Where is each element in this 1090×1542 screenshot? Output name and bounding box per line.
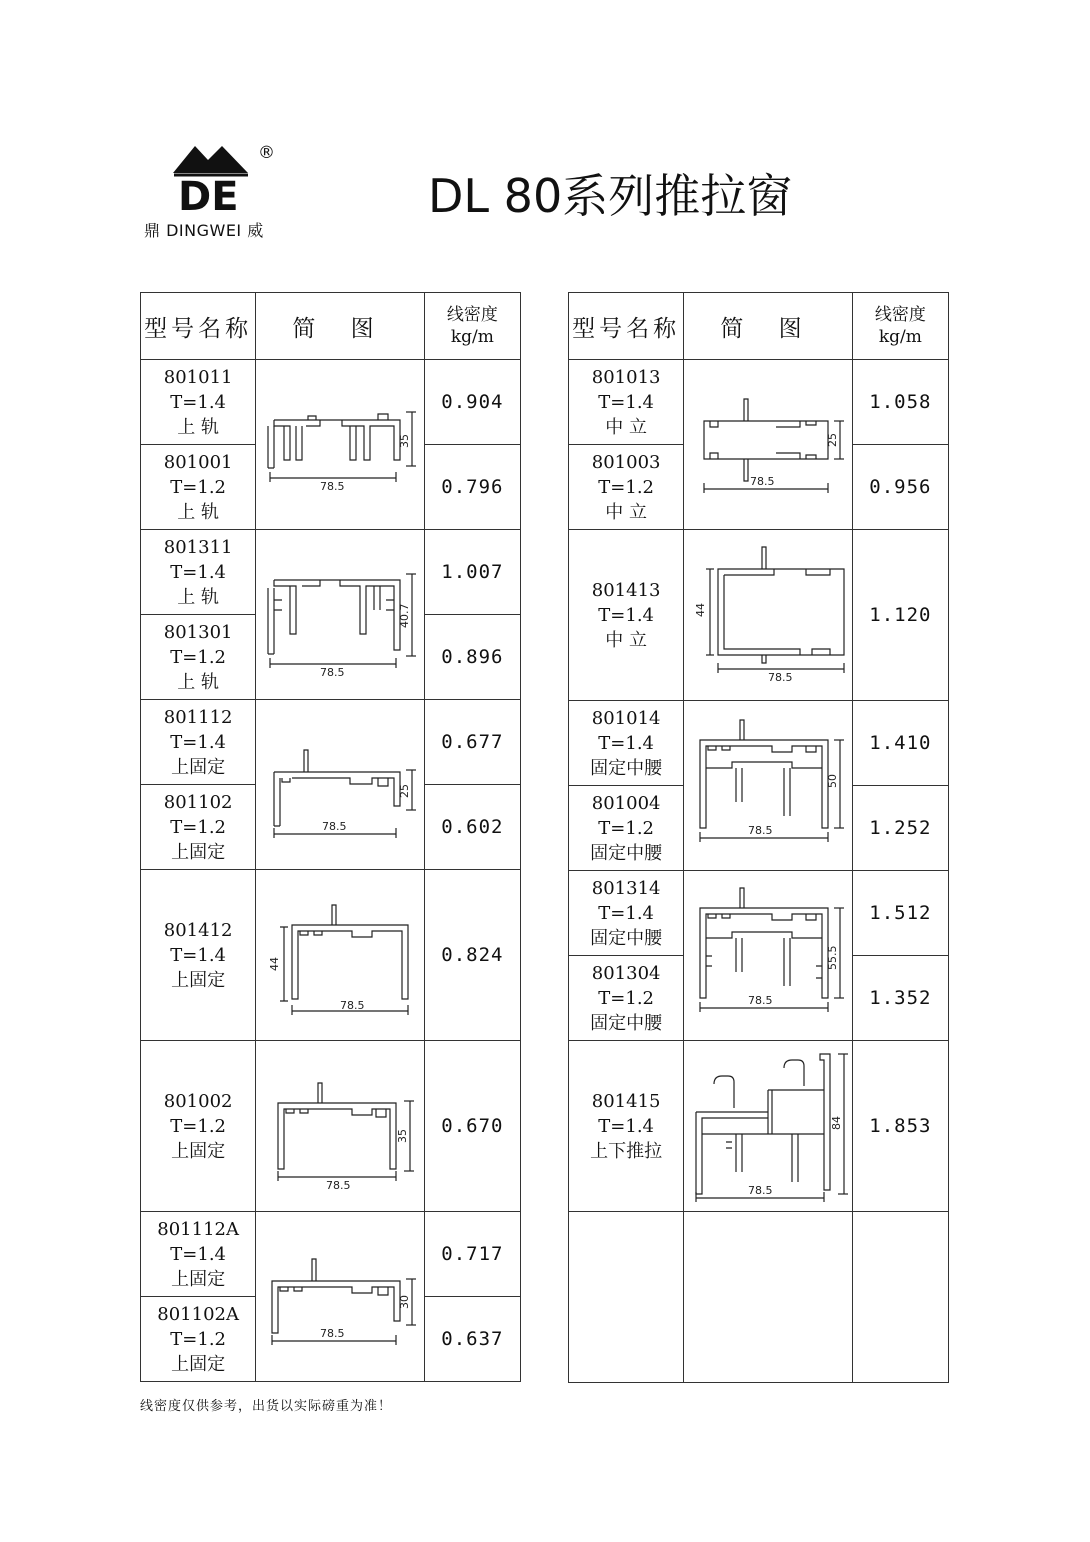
profile-figure [684, 701, 852, 871]
profile-801412-drawing [260, 885, 420, 1025]
page-title: DL 80系列推拉窗 [428, 169, 793, 223]
width-dimension: 78.5 [750, 474, 775, 488]
header-model-name: 型号名称 [569, 293, 684, 360]
logo-letters: DE [178, 174, 239, 220]
height-dimension: 30 [398, 1294, 412, 1309]
model-cell: 801413 T=1.4 中 立 [569, 530, 684, 701]
model-cell: 801001 T=1.2 上 轨 [141, 445, 256, 530]
density-value: 0.796 [424, 445, 520, 530]
table-row [569, 701, 949, 786]
left-profile-table [140, 292, 521, 1382]
width-dimension: 78.5 [340, 999, 365, 1012]
height-dimension: 35 [398, 433, 412, 448]
profile-figure [684, 1041, 852, 1212]
profile-801013-drawing [688, 385, 848, 505]
model-cell: 801013 T=1.4 中 立 [569, 360, 684, 445]
header-density: 线密度 kg/m [852, 293, 948, 360]
profile-figure [256, 1212, 424, 1382]
width-dimension: 78.5 [320, 479, 345, 493]
profile-figure [256, 1041, 424, 1212]
empty-cell [852, 1212, 948, 1383]
header-model-name: 型号名称 [141, 293, 256, 360]
empty-cell [684, 1212, 852, 1383]
profile-801014-drawing [688, 716, 848, 856]
model-cell: 801014 T=1.4 固定中腰 [569, 701, 684, 786]
height-dimension: 84 [830, 1116, 844, 1130]
width-dimension: 78.5 [748, 1184, 773, 1197]
density-value: 0.904 [424, 360, 520, 445]
table-row [569, 1041, 949, 1212]
profile-801314-drawing [688, 886, 848, 1026]
width-dimension: 78.5 [322, 819, 347, 833]
density-value: 0.896 [424, 615, 520, 700]
height-dimension: 40.7 [398, 603, 412, 628]
table-row [141, 1041, 521, 1212]
table-row [141, 1212, 521, 1297]
height-dimension: 44 [694, 603, 708, 617]
profile-figure [256, 870, 424, 1041]
registered-mark: ® [258, 143, 275, 163]
density-value: 0.670 [424, 1041, 520, 1212]
model-cell: 801003 T=1.2 中 立 [569, 445, 684, 530]
header-density: 线密度 kg/m [424, 293, 520, 360]
model-cell: 801112A T=1.4 上固定 [141, 1212, 256, 1297]
density-value: 0.602 [424, 785, 520, 870]
width-dimension: 78.5 [320, 665, 345, 679]
table-header-row [141, 293, 521, 360]
model-cell: 801301 T=1.2 上 轨 [141, 615, 256, 700]
header-figure: 简 图 [256, 293, 424, 360]
table-row [141, 870, 521, 1041]
profile-801311-drawing [260, 550, 420, 680]
width-dimension: 78.5 [320, 1326, 345, 1340]
model-cell: 801112 T=1.4 上固定 [141, 700, 256, 785]
density-value: 1.512 [852, 871, 948, 956]
height-dimension: 25 [398, 783, 412, 798]
model-cell: 801314 T=1.4 固定中腰 [569, 871, 684, 956]
brand-name: 鼎 DINGWEI 威 [144, 221, 264, 240]
density-value: 1.252 [852, 786, 948, 871]
density-value: 1.410 [852, 701, 948, 786]
profile-figure [256, 700, 424, 870]
density-value: 1.120 [852, 530, 948, 701]
model-cell: 801311 T=1.4 上 轨 [141, 530, 256, 615]
table-row [141, 700, 521, 785]
profile-801415-drawing [686, 1046, 850, 1206]
height-dimension: 44 [268, 957, 282, 971]
table-row [141, 360, 521, 445]
profile-figure [256, 360, 424, 530]
model-cell: 801412 T=1.4 上固定 [141, 870, 256, 1041]
density-value: 1.058 [852, 360, 948, 445]
height-dimension: 50 [826, 773, 840, 788]
profile-figure [256, 530, 424, 700]
profile-801011-drawing [260, 390, 420, 500]
density-value: 0.637 [424, 1297, 520, 1382]
width-dimension: 78.5 [326, 1179, 351, 1191]
profile-801413-drawing [688, 545, 848, 685]
table-row [569, 530, 949, 701]
model-cell: 801415 T=1.4 上下推拉 [569, 1041, 684, 1212]
model-cell: 801102 T=1.2 上固定 [141, 785, 256, 870]
profile-801002-drawing [260, 1061, 420, 1191]
profile-figure [684, 360, 852, 530]
model-cell: 801004 T=1.2 固定中腰 [569, 786, 684, 871]
density-value: 0.956 [852, 445, 948, 530]
table-row [141, 530, 521, 615]
profile-801112-drawing [260, 730, 420, 840]
density-value: 0.824 [424, 870, 520, 1041]
width-dimension: 78.5 [748, 993, 773, 1007]
profile-801112A-drawing [260, 1237, 420, 1357]
table-row [569, 360, 949, 445]
density-value: 0.717 [424, 1212, 520, 1297]
width-dimension: 78.5 [768, 671, 793, 684]
model-cell: 801011 T=1.4 上 轨 [141, 360, 256, 445]
footnote: 线密度仅供参考，出货以实际磅重为准！ [140, 1399, 393, 1414]
empty-row [569, 1212, 949, 1383]
table-row [569, 871, 949, 956]
model-cell: 801002 T=1.2 上固定 [141, 1041, 256, 1212]
height-dimension: 25 [826, 432, 840, 447]
model-cell: 801102A T=1.2 上固定 [141, 1297, 256, 1382]
width-dimension: 78.5 [748, 823, 773, 837]
profile-figure [684, 530, 852, 701]
density-value: 1.853 [852, 1041, 948, 1212]
height-dimension: 55.5 [826, 945, 840, 970]
height-dimension: 35 [396, 1129, 410, 1143]
empty-cell [569, 1212, 684, 1383]
profile-figure [684, 871, 852, 1041]
right-profile-table [568, 292, 949, 1383]
table-header-row [569, 293, 949, 360]
density-value: 0.677 [424, 700, 520, 785]
header-figure: 简 图 [684, 293, 852, 360]
density-value: 1.007 [424, 530, 520, 615]
model-cell: 801304 T=1.2 固定中腰 [569, 956, 684, 1041]
density-value: 1.352 [852, 956, 948, 1041]
